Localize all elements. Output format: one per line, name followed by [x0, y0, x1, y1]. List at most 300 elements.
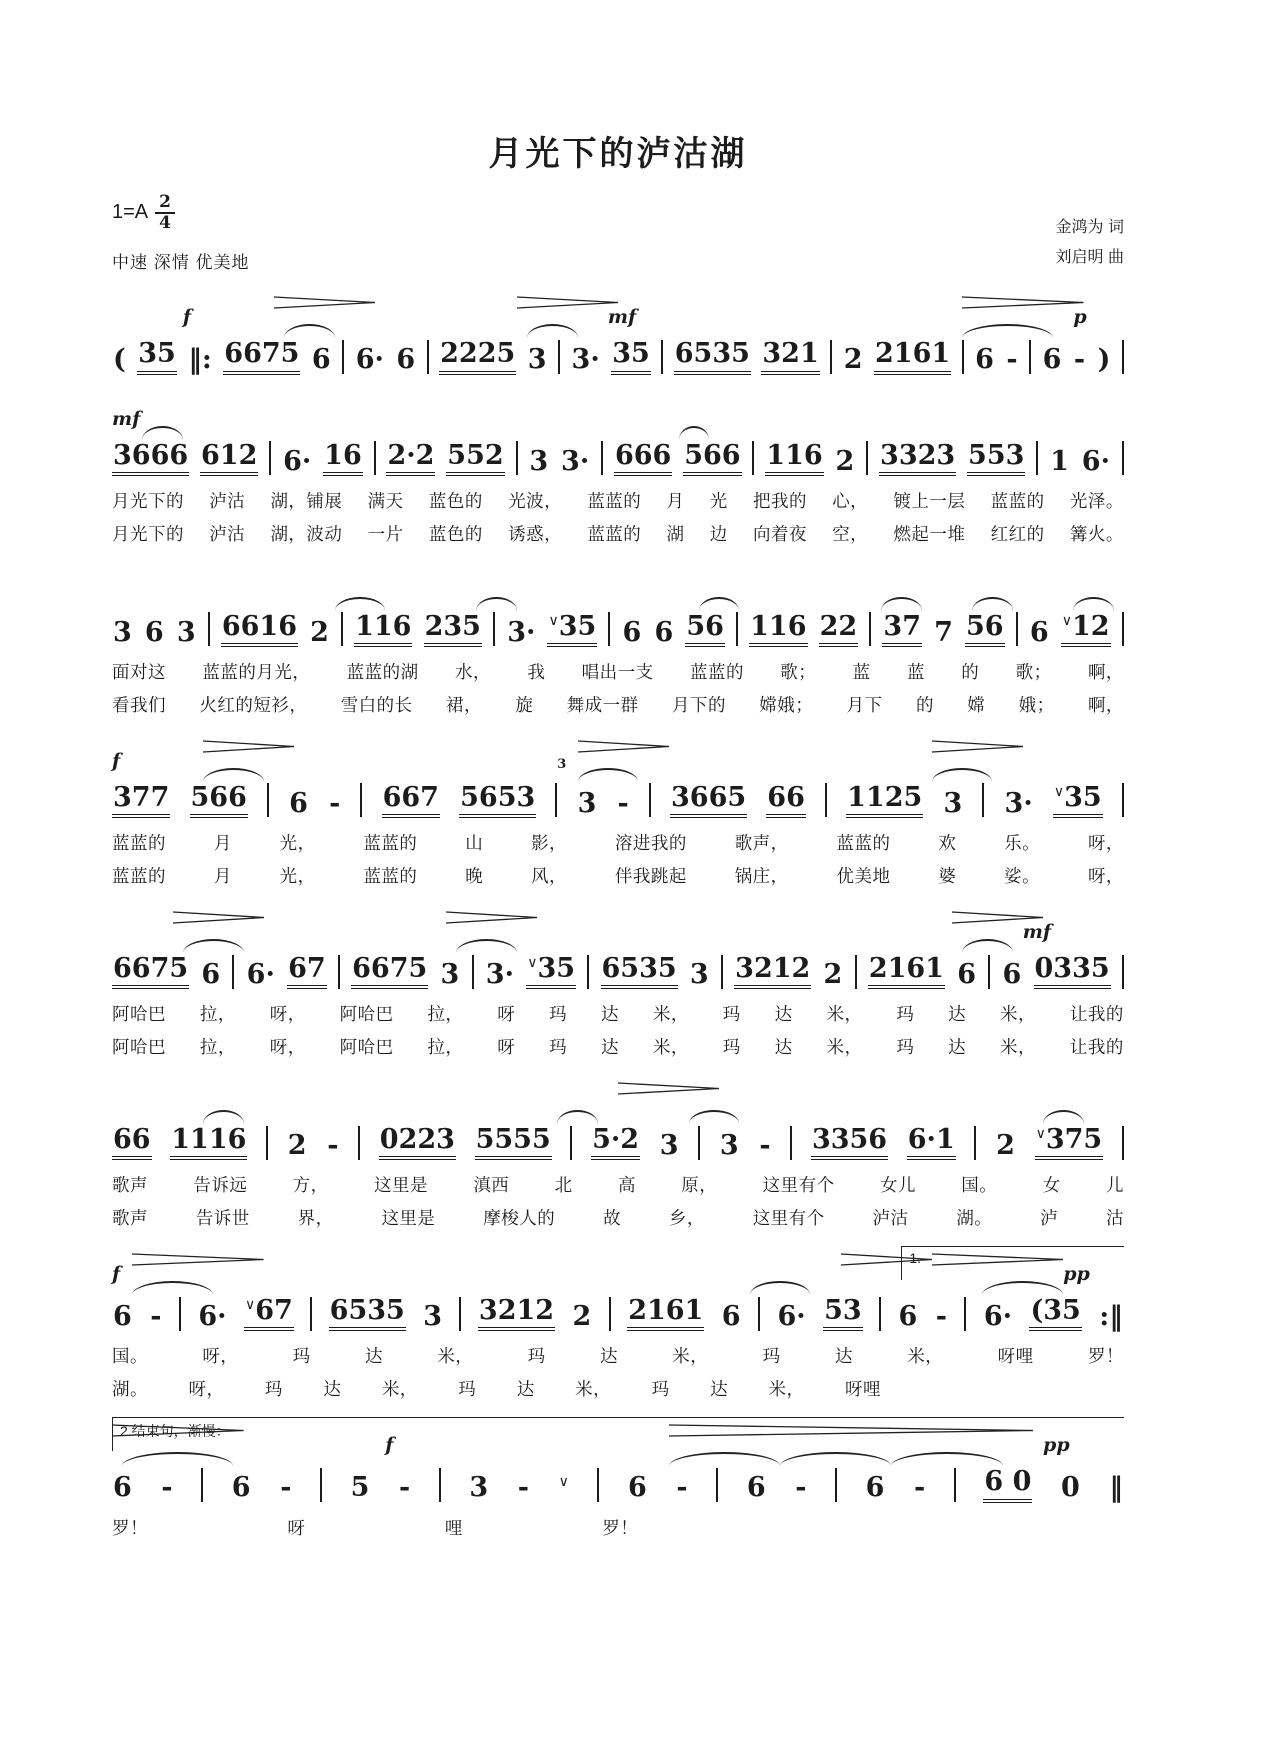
music-system — [112, 1250, 1124, 1401]
hairpin-decrescendo-icon — [952, 911, 1043, 924]
lyric-word: 女儿 — [879, 1175, 916, 1196]
note-token: 566 — [683, 441, 741, 476]
lyric-word: 蓝蓝的 — [836, 833, 891, 853]
lyric-word: 摩梭人的 — [483, 1208, 556, 1229]
lyric-word: 呀哩 — [844, 1379, 881, 1400]
note-token: 6 — [1042, 344, 1062, 376]
note-token: 6 0 — [983, 1467, 1032, 1502]
lyric-word: 光， — [279, 833, 316, 853]
note-token: 2161 — [874, 339, 951, 374]
bar-line — [587, 955, 589, 989]
lyric-word: 呀， — [1087, 833, 1124, 853]
bar-line — [516, 441, 518, 475]
bar-line — [472, 955, 474, 989]
note-token: 6· — [777, 1301, 806, 1333]
note-token: 16 — [323, 441, 363, 476]
note-token: 6 — [865, 1472, 885, 1504]
note-token: 3356 — [811, 1125, 888, 1160]
note-token: 6· — [283, 445, 312, 477]
bar-line — [988, 955, 990, 989]
lyrics-line — [112, 488, 1124, 513]
breath-mark-icon: ∨ — [1053, 783, 1065, 800]
lyric-word: 让我的 — [1069, 1037, 1124, 1058]
bar-line — [1016, 612, 1018, 646]
note-token — [558, 1473, 570, 1502]
note-token: 5 — [350, 1472, 370, 1504]
note-token: 6 — [311, 344, 331, 376]
note-token: 116 — [749, 612, 807, 647]
lyric-word: 拉， — [199, 1037, 236, 1058]
bar-line — [825, 783, 827, 817]
lyric-word: 溶进我的 — [614, 833, 687, 853]
bar-line — [439, 1468, 441, 1502]
slur-arc-icon — [1043, 1110, 1083, 1124]
note-token: 1116 — [170, 1125, 247, 1160]
note-token: - — [327, 1130, 339, 1162]
note-token: - — [1006, 344, 1018, 376]
dynamic-marking: mf — [607, 306, 637, 329]
lyric-word: 歌； — [780, 661, 817, 682]
note-token: 377 — [112, 783, 170, 818]
note-token: - — [617, 787, 629, 819]
bar-line — [649, 783, 651, 817]
dynamic-marking: f — [385, 1434, 394, 1457]
note-token: ∨35 — [547, 612, 597, 647]
lyrics-line — [112, 692, 1124, 717]
note-token: 5555 — [475, 1125, 552, 1160]
lyric-word: 告诉世 — [195, 1208, 250, 1229]
slur-arc-icon — [932, 768, 993, 782]
note-token: 3 — [659, 1130, 679, 1162]
note-token: 2161 — [627, 1296, 704, 1331]
lyric-word: 篝火。 — [1069, 523, 1124, 544]
lyric-word: 这里是 — [381, 1208, 436, 1229]
breath-mark-icon: ∨ — [1061, 612, 1072, 629]
bar-line — [459, 1297, 461, 1331]
lyric-word: 光， — [279, 866, 316, 886]
meter-upper: 2 — [155, 193, 175, 214]
hairpin-decrescendo-icon — [173, 911, 264, 924]
slur-arc-icon — [679, 426, 709, 440]
hairpin-decrescendo-icon — [618, 1082, 719, 1095]
bar-line — [982, 783, 984, 817]
notation-line — [112, 339, 1124, 374]
lyric-word: 蓝蓝的月光， — [202, 661, 311, 682]
slur-arc-icon — [335, 597, 386, 611]
dynamic-marking: pp — [1063, 1263, 1090, 1286]
note-token: 6· — [355, 344, 384, 376]
note-token: 3 — [440, 959, 460, 990]
note-token: 6 — [201, 959, 221, 990]
lyric-word: 罗！ — [602, 1517, 639, 1538]
bar-line — [267, 783, 269, 817]
note-token: 321 — [761, 339, 819, 374]
note-token: 3212 — [478, 1296, 555, 1331]
dynamic-marking: p — [1073, 306, 1087, 329]
lyrics-line — [112, 1172, 1124, 1197]
note-token: - — [914, 1472, 926, 1504]
lyric-word: 高 — [617, 1175, 636, 1196]
dynamics-layer — [112, 566, 1124, 612]
note-token: 3· — [1004, 787, 1033, 819]
lyric-word: 光波， — [508, 490, 563, 511]
note-token: 3 — [176, 616, 196, 648]
lyric-word: 泸沽 — [209, 523, 246, 544]
bar-line — [555, 783, 557, 817]
lyric-word: 啊， — [1087, 661, 1124, 682]
note-token: - — [517, 1472, 529, 1504]
lyric-word: 玛 — [722, 1004, 741, 1025]
lyric-word: 呀， — [202, 1346, 239, 1367]
lyric-word: 界， — [297, 1208, 334, 1229]
bar-line — [964, 1297, 966, 1331]
bar-line — [570, 1126, 572, 1160]
hairpin-decrescendo-icon — [578, 740, 669, 753]
note-token: 3 — [577, 787, 597, 819]
dynamic-marking: f — [182, 306, 192, 329]
hairpin-decrescendo-icon — [446, 911, 537, 924]
lyric-word: 玛 — [549, 1037, 568, 1058]
note-token: - — [329, 787, 341, 819]
slur-arc-icon — [689, 1110, 740, 1124]
note-token: 56 — [965, 612, 1005, 647]
bar-line — [310, 1297, 312, 1331]
breath-mark-icon: ∨ — [244, 1297, 256, 1314]
note-token: 612 — [200, 441, 258, 476]
lyric-word: 阿哈巴 — [339, 1037, 394, 1058]
lyric-word: 北 — [554, 1175, 573, 1196]
lyric-word: 米， — [672, 1346, 709, 1367]
slur-arc-icon — [669, 1452, 780, 1466]
note-token: 0335 — [1034, 954, 1111, 989]
bar-line — [609, 1297, 611, 1331]
lyric-word: 诱惑， — [508, 523, 563, 544]
dynamics-layer — [112, 1250, 1124, 1296]
lyric-word: 阿哈巴 — [112, 1037, 166, 1058]
lyric-word: 面对这 — [112, 661, 166, 682]
note-token: - — [280, 1472, 292, 1504]
lyrics-line — [112, 659, 1124, 684]
bar-line — [954, 1468, 956, 1502]
note-token: 6 — [289, 787, 308, 819]
lyric-word: 嫦 — [967, 694, 986, 715]
composer-credit: 刘启明 曲 — [1055, 248, 1124, 266]
note-token: 553 — [967, 441, 1025, 476]
slur-arc-icon — [203, 1110, 243, 1124]
dynamic-marking: f — [112, 1263, 121, 1286]
key-block — [112, 193, 249, 273]
note-token: 5·2 — [591, 1125, 640, 1160]
note-token: 6 — [144, 616, 164, 648]
lyricist-credit: 金鸿为 词 — [1055, 218, 1124, 236]
note-token: 2 — [843, 344, 863, 376]
music-system — [112, 293, 1124, 374]
note-token: 2 — [823, 959, 843, 990]
lyric-word: 玛 — [762, 1346, 781, 1367]
lyric-word: 玛 — [458, 1379, 477, 1400]
note-token: ∨12 — [1061, 612, 1111, 647]
lyric-word: 米， — [575, 1379, 612, 1400]
bar-line — [1122, 1126, 1124, 1160]
slur-arc-icon — [891, 1452, 1002, 1466]
slur-arc-icon — [557, 1110, 597, 1124]
bar-line — [1122, 955, 1124, 989]
note-token: 3323 — [879, 441, 956, 476]
lyric-word: 原， — [681, 1175, 718, 1196]
lyric-word: 这里有个 — [762, 1175, 835, 1196]
hairpin-decrescendo-icon — [203, 740, 294, 753]
note-token: 6 — [957, 959, 976, 990]
note-token: 2161 — [868, 954, 945, 989]
lyric-word: 玛 — [896, 1037, 915, 1058]
notation-line — [112, 1467, 1124, 1502]
lyric-word: 伴我跳起 — [614, 866, 687, 886]
lyric-word: 国。 — [961, 1175, 998, 1196]
lyric-word: 歌声 — [112, 1208, 148, 1229]
lyric-word: 月光下的 — [112, 490, 184, 511]
note-token: 22 — [819, 612, 859, 647]
slur-arc-icon — [476, 597, 516, 611]
note-token: 3 — [943, 787, 963, 819]
lyrics-line — [112, 521, 1124, 546]
lyrics-line — [112, 1376, 881, 1401]
lyric-word: 呀， — [269, 1004, 306, 1025]
lyric-word: 泸 — [1040, 1208, 1059, 1229]
note-token: 6535 — [674, 339, 751, 374]
hairpin-decrescendo-icon — [962, 296, 1083, 309]
lyric-word: 蓝蓝的 — [112, 833, 166, 853]
lyric-word: 米， — [652, 1037, 689, 1058]
lyric-word: 蓝 — [906, 661, 925, 682]
lyric-word: 锅庄， — [734, 866, 789, 886]
lyric-word: 米， — [826, 1037, 863, 1058]
lyric-word: 心， — [832, 490, 869, 511]
lyric-word: 边 — [709, 523, 728, 544]
lyric-word: 火红的短衫， — [199, 694, 308, 715]
note-token: 6 — [898, 1301, 918, 1333]
slur-arc-icon — [203, 768, 264, 782]
lyric-word: 米， — [652, 1004, 689, 1025]
note-token: 116 — [765, 441, 823, 476]
lyric-word: 达 — [323, 1379, 342, 1400]
bar-line — [360, 783, 362, 817]
lyric-word: 把我的 — [752, 490, 807, 511]
note-token: 6·1 — [907, 1125, 956, 1160]
bar-line — [320, 1468, 322, 1502]
bar-line — [208, 612, 210, 646]
note-token: ( — [113, 344, 126, 376]
lyric-word: 满天 — [367, 490, 404, 511]
note-token: - — [935, 1301, 947, 1333]
lyric-word: 达 — [774, 1004, 793, 1025]
note-token: 6535 — [329, 1296, 406, 1331]
bar-line — [232, 955, 234, 989]
note-token: 1 — [1050, 445, 1069, 477]
lyric-word: 燃起一堆 — [893, 523, 966, 544]
lyric-word: 光 — [709, 490, 728, 511]
lyric-word: 镀上一层 — [893, 490, 966, 511]
lyric-word: 米， — [768, 1379, 805, 1400]
lyric-word: 晚 — [465, 866, 484, 886]
lyric-word: 达 — [774, 1037, 793, 1058]
slur-arc-icon — [750, 1281, 811, 1295]
lyric-word: 优美地 — [836, 866, 891, 886]
note-token: 0223 — [379, 1125, 456, 1160]
lyric-word: 拉， — [427, 1037, 464, 1058]
lyric-word: 阿哈巴 — [112, 1004, 166, 1025]
hairpin-decrescendo-icon — [132, 1253, 264, 1266]
slur-arc-icon — [962, 324, 1053, 338]
music-system — [112, 737, 1124, 888]
bar-line — [179, 1297, 181, 1331]
bar-line — [866, 441, 868, 475]
bar-line — [758, 1297, 760, 1331]
lyric-word: 蓝蓝的 — [689, 661, 744, 682]
dynamic-marking: mf — [112, 407, 141, 430]
slur-arc-icon — [183, 939, 244, 953]
notation-line — [112, 783, 1124, 818]
lyrics-line — [112, 1343, 1124, 1368]
lyric-word: 米， — [1000, 1037, 1037, 1058]
lyric-word: 月 — [213, 833, 232, 853]
lyric-word: 达 — [948, 1004, 967, 1025]
note-token: 667 — [382, 783, 440, 818]
bar-line — [1029, 340, 1031, 374]
note-token: 3665 — [670, 783, 747, 818]
note-token: 3 — [423, 1301, 443, 1333]
lyric-word: 玛 — [292, 1346, 311, 1367]
note-token: 6616 — [221, 612, 298, 647]
note-token: ∨67 — [244, 1296, 294, 1331]
bar-line — [1122, 612, 1124, 646]
lyric-word: 罗！ — [1087, 1346, 1124, 1367]
key-signature — [112, 193, 249, 232]
note-token: (35 — [1029, 1296, 1081, 1331]
lyric-word: 泸沽 — [872, 1208, 909, 1229]
lyric-word: 达 — [516, 1379, 535, 1400]
bar-line — [597, 1468, 599, 1502]
bar-line — [716, 1468, 718, 1502]
note-token: 6675 — [223, 339, 300, 374]
lyric-word: 裙， — [445, 694, 482, 715]
bar-line — [974, 1126, 976, 1160]
lyric-word: 蓝蓝的 — [587, 490, 642, 511]
tempo-marking: 中速 深情 优美地 — [112, 253, 250, 273]
bar-line — [962, 340, 964, 374]
lyric-word: 蓝蓝的 — [587, 523, 642, 544]
lyric-word: 湖 — [666, 523, 685, 544]
bar-line — [879, 1297, 881, 1331]
lyric-word: 达 — [601, 1037, 620, 1058]
lyric-word: 红红的 — [990, 523, 1045, 544]
lyric-word: 婆 — [938, 866, 957, 886]
note-token: 6 — [975, 344, 994, 376]
note-token: 6· — [198, 1301, 227, 1333]
note-token: 552 — [446, 441, 504, 476]
note-token: 3 — [689, 959, 709, 990]
key-label: 1=A — [112, 201, 149, 224]
note-token: 666 — [614, 441, 672, 476]
lyric-word: 呀 — [497, 1004, 516, 1025]
bar-line — [558, 340, 560, 374]
hairpin-decrescendo-icon — [932, 740, 1023, 753]
bar-line — [601, 441, 603, 475]
note-token: 6675 — [112, 954, 189, 989]
breath-mark-icon: ∨ — [1035, 1126, 1046, 1143]
note-token: 35 — [137, 339, 177, 374]
lyric-word: 达 — [599, 1346, 618, 1367]
note-token: 6· — [983, 1301, 1013, 1333]
note-token: 6535 — [601, 954, 678, 989]
note-token: 1125 — [846, 783, 923, 818]
lyric-word: 达 — [364, 1346, 383, 1367]
volta-bracket: 1. — [901, 1246, 1124, 1280]
bar-line — [266, 1126, 268, 1160]
lyric-word: 山 — [465, 833, 484, 853]
note-token: 5653 — [459, 783, 536, 818]
note-token: - — [1073, 344, 1086, 376]
dynamics-layer — [112, 1421, 1124, 1467]
lyric-word: 唱出一支 — [581, 661, 654, 682]
lyric-word: 米， — [826, 1004, 863, 1025]
dynamic-marking: pp — [1043, 1434, 1070, 1457]
lyric-word: 嫦娥； — [759, 694, 814, 715]
lyric-word: 一片 — [367, 523, 404, 544]
bar-line — [790, 1126, 792, 1160]
lyric-word: 达 — [834, 1346, 853, 1367]
lyric-word: 蓝蓝的 — [112, 866, 166, 886]
note-token: 2 — [996, 1130, 1015, 1162]
lyric-word: 米， — [381, 1379, 418, 1400]
note-token: 66 — [766, 783, 806, 818]
note-token: 2 — [287, 1130, 307, 1162]
lyric-word: 啊， — [1087, 694, 1124, 715]
note-token: 3· — [571, 344, 600, 376]
lyric-word: 光泽。 — [1069, 490, 1124, 511]
breath-mark-icon: ∨ — [548, 612, 559, 629]
lyric-word: 月 — [666, 490, 685, 511]
lyric-word: 女 — [1042, 1175, 1061, 1196]
note-token: ∨35 — [526, 954, 576, 989]
note-token: 2225 — [439, 339, 516, 374]
lyric-word: 国。 — [112, 1346, 148, 1367]
bar-line — [736, 612, 738, 646]
slur-arc-icon — [962, 939, 1013, 953]
note-token: 2 — [835, 445, 855, 477]
lyric-word: 拉， — [199, 1004, 236, 1025]
lyric-word: 舞成一群 — [566, 694, 639, 715]
bar-line — [869, 612, 871, 646]
credits — [1056, 213, 1124, 274]
lyric-word: 歌声， — [734, 833, 789, 853]
note-token: - — [676, 1472, 688, 1504]
note-token: 3· — [507, 616, 536, 648]
note-token: 3 — [469, 1472, 489, 1504]
lyric-word: 这里是 — [373, 1175, 428, 1196]
note-token: 3 — [719, 1130, 739, 1162]
note-token: 3· — [561, 445, 590, 477]
note-token: 2·2 — [386, 441, 435, 476]
note-token: 37 — [882, 612, 922, 647]
lyric-word: 月光下的 — [112, 523, 184, 544]
note-token: 7 — [934, 616, 953, 648]
bar-line — [855, 955, 857, 989]
note-token: 2 — [310, 616, 329, 648]
lyric-word: 泸沽 — [209, 490, 246, 511]
lyric-word: 沽 — [1105, 1208, 1124, 1229]
hairpin-decrescendo-icon — [274, 296, 375, 309]
bar-line — [661, 340, 663, 374]
